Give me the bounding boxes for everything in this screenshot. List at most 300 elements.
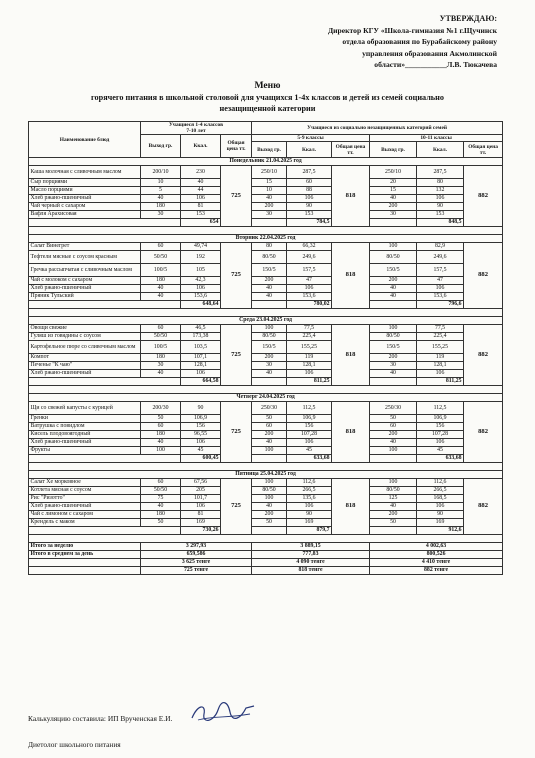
header-group-social: Учащиеся из социально незащищенных категорий семей bbox=[252, 122, 503, 135]
dish-kcal-c: 112,5 bbox=[417, 402, 464, 415]
day-sum-b: 879,7 bbox=[287, 527, 332, 535]
dish-kcal-b: 60 bbox=[287, 179, 332, 187]
dish-kcal-b: 106 bbox=[287, 370, 332, 378]
dish-kcal-a: 103,5 bbox=[181, 341, 221, 354]
day-title: Вторник 22.04.2025 год bbox=[29, 235, 503, 243]
header-dish-name: Наименование блюд bbox=[29, 122, 141, 158]
header-price-b: Общая цена тт. bbox=[332, 142, 370, 158]
day-price-a: 725 bbox=[221, 243, 252, 309]
week-total-a: 3 297,93 bbox=[141, 543, 252, 551]
subtotal-blank bbox=[252, 378, 287, 386]
dish-kcal-b: 112,6 bbox=[287, 479, 332, 487]
dish-out-c: 80/50 bbox=[370, 333, 417, 341]
dish-out-c: 200 bbox=[370, 277, 417, 285]
day-price-c: 882 bbox=[464, 166, 503, 227]
day-price-row bbox=[29, 567, 503, 575]
dish-out-a: 60 bbox=[141, 479, 181, 487]
dish-kcal-b: 119 bbox=[287, 354, 332, 362]
dish-out-a: 60 bbox=[141, 423, 181, 431]
dish-out-a: 50 bbox=[141, 519, 181, 527]
day-price-c: 882 bbox=[464, 479, 503, 535]
day-price-b: 818 bbox=[332, 325, 370, 386]
dish-row bbox=[29, 519, 503, 527]
subtotal-blank bbox=[370, 219, 417, 227]
dish-out-a: 40 bbox=[141, 370, 181, 378]
menu-subtitle-1: горячего питания в школьной столовой для учащихся 1-4х классов и детей из семей социально bbox=[91, 93, 444, 102]
dish-name: Хлеб ржано-пшеничный bbox=[29, 195, 141, 203]
dish-name: Хлеб ржано-пшеничный bbox=[29, 285, 141, 293]
dish-row bbox=[29, 479, 503, 487]
dish-kcal-a: 106 bbox=[181, 285, 221, 293]
dish-kcal-b: 225,4 bbox=[287, 333, 332, 341]
dish-kcal-c: 45 bbox=[417, 447, 464, 455]
dish-row bbox=[29, 503, 503, 511]
dish-name: Кисель плодовоягодный bbox=[29, 431, 141, 439]
dish-out-c: 250/30 bbox=[370, 402, 417, 415]
dish-row bbox=[29, 487, 503, 495]
day-title-row bbox=[29, 235, 503, 243]
subtotal-blank bbox=[370, 378, 417, 386]
dish-row bbox=[29, 447, 503, 455]
dish-name: Гренки bbox=[29, 415, 141, 423]
dish-out-a: 100 bbox=[141, 447, 181, 455]
dish-out-b: 100 bbox=[252, 495, 287, 503]
dish-name: Чай с лимоном с сахаром bbox=[29, 511, 141, 519]
day-title-row bbox=[29, 317, 503, 325]
dish-row bbox=[29, 341, 503, 354]
day-price-total-a: 725 тенге bbox=[141, 567, 252, 575]
dish-name: Ватрушка с повидлом bbox=[29, 423, 141, 431]
dish-row bbox=[29, 370, 503, 378]
dish-kcal-c: 168,5 bbox=[417, 495, 464, 503]
dish-kcal-b: 106 bbox=[287, 285, 332, 293]
dish-kcal-a: 106 bbox=[181, 370, 221, 378]
dish-kcal-b: 287,5 bbox=[287, 166, 332, 179]
dish-kcal-a: 101,7 bbox=[181, 495, 221, 503]
dish-row bbox=[29, 243, 503, 251]
dish-out-a: 40 bbox=[141, 195, 181, 203]
dish-out-b: 200 bbox=[252, 203, 287, 211]
dish-kcal-c: 169 bbox=[417, 519, 464, 527]
dish-name: Чай с молоком с сахаром bbox=[29, 277, 141, 285]
dish-name: Тефтели мясные с соусом красным bbox=[29, 251, 141, 264]
day-sum-a: 654 bbox=[181, 219, 221, 227]
header-grades-10-11: 10-11 классы bbox=[370, 135, 503, 142]
dish-name: Гречка рассыпчатая с сливочным маслом bbox=[29, 264, 141, 277]
gap-cell bbox=[29, 309, 503, 317]
dish-kcal-c: 106 bbox=[417, 503, 464, 511]
signature-scribble bbox=[188, 700, 258, 726]
dish-row bbox=[29, 431, 503, 439]
week-total-c: 4 002,63 bbox=[370, 543, 503, 551]
dish-kcal-c: 153 bbox=[417, 211, 464, 219]
dish-out-c: 200 bbox=[370, 354, 417, 362]
header-kcal-a: Ккал. bbox=[181, 135, 221, 158]
dish-kcal-a: 156 bbox=[181, 423, 221, 431]
dish-out-c: 100 bbox=[370, 479, 417, 487]
dish-out-b: 250/30 bbox=[252, 402, 287, 415]
dish-kcal-c: 119 bbox=[417, 354, 464, 362]
dish-out-c: 100 bbox=[370, 243, 417, 251]
dish-row bbox=[29, 285, 503, 293]
dish-out-a: 180 bbox=[141, 277, 181, 285]
subtotal-blank bbox=[252, 219, 287, 227]
dish-kcal-a: 230 bbox=[181, 166, 221, 179]
dish-kcal-c: 107,28 bbox=[417, 431, 464, 439]
dish-name: Котлета мясная с соусом bbox=[29, 487, 141, 495]
dish-kcal-a: 96,55 bbox=[181, 431, 221, 439]
dish-name: Компот bbox=[29, 354, 141, 362]
header-kcal-c: Ккал. bbox=[417, 142, 464, 158]
dish-row bbox=[29, 402, 503, 415]
day-price-c: 882 bbox=[464, 243, 503, 309]
day-sum-a: 600,45 bbox=[181, 455, 221, 463]
dish-out-c: 80/50 bbox=[370, 251, 417, 264]
dish-row bbox=[29, 179, 503, 187]
dish-kcal-c: 47 bbox=[417, 277, 464, 285]
dish-out-b: 100 bbox=[252, 479, 287, 487]
dish-out-c: 150/5 bbox=[370, 341, 417, 354]
dish-name: Печенье "К чаю" bbox=[29, 362, 141, 370]
day-price-a: 725 bbox=[221, 325, 252, 386]
gap-cell bbox=[29, 227, 503, 235]
dish-kcal-a: 106 bbox=[181, 439, 221, 447]
dish-row bbox=[29, 166, 503, 179]
day-title: Четверг 24.04.2025 год bbox=[29, 394, 503, 402]
dish-name: Картофельное пюре со сливочным маслом bbox=[29, 341, 141, 354]
header-kcal-b: Ккал. bbox=[287, 142, 332, 158]
day-price-a: 725 bbox=[221, 479, 252, 535]
dish-out-c: 150/5 bbox=[370, 264, 417, 277]
day-gap bbox=[29, 386, 503, 394]
dish-kcal-c: 90 bbox=[417, 203, 464, 211]
dish-kcal-b: 153,6 bbox=[287, 293, 332, 301]
dish-kcal-c: 106 bbox=[417, 439, 464, 447]
footer-calc: Калькуляцию составила: ИП Врученская Е.И. bbox=[28, 714, 173, 723]
dish-kcal-b: 169 bbox=[287, 519, 332, 527]
dish-kcal-b: 88 bbox=[287, 187, 332, 195]
dish-out-b: 150/5 bbox=[252, 341, 287, 354]
approval-line-3: управления образования Акмолинской bbox=[362, 48, 497, 58]
dish-out-c: 40 bbox=[370, 285, 417, 293]
day-price-c: 882 bbox=[464, 402, 503, 463]
subtotal-blank bbox=[29, 219, 181, 227]
dish-out-a: 5 bbox=[141, 187, 181, 195]
dish-kcal-a: 90 bbox=[181, 402, 221, 415]
dish-row bbox=[29, 203, 503, 211]
approval-line-1: Директор КГУ «Школа-гимназия №1 г.Щучинск bbox=[327, 26, 497, 36]
day-price-a: 725 bbox=[221, 402, 252, 463]
dish-row bbox=[29, 423, 503, 431]
dish-row bbox=[29, 511, 503, 519]
dish-kcal-b: 266,5 bbox=[287, 487, 332, 495]
dish-kcal-c: 132 bbox=[417, 187, 464, 195]
day-subtotal-row bbox=[29, 219, 503, 227]
dish-kcal-a: 173,38 bbox=[181, 333, 221, 341]
dish-out-c: 200 bbox=[370, 511, 417, 519]
dish-kcal-a: 106 bbox=[181, 195, 221, 203]
dish-kcal-a: 42,3 bbox=[181, 277, 221, 285]
dish-out-c: 100 bbox=[370, 325, 417, 333]
day-subtotal-row bbox=[29, 301, 503, 309]
day-sum-c: 848,5 bbox=[417, 219, 464, 227]
dish-out-c: 15 bbox=[370, 187, 417, 195]
dish-out-a: 75 bbox=[141, 495, 181, 503]
dish-kcal-b: 157,5 bbox=[287, 264, 332, 277]
dish-out-c: 250/10 bbox=[370, 166, 417, 179]
week-total-label: Итого за неделю bbox=[29, 543, 141, 551]
dish-out-b: 200 bbox=[252, 511, 287, 519]
dish-kcal-c: 157,5 bbox=[417, 264, 464, 277]
gap-cell bbox=[29, 386, 503, 394]
dish-kcal-b: 155,25 bbox=[287, 341, 332, 354]
dish-kcal-c: 287,5 bbox=[417, 166, 464, 179]
dish-row bbox=[29, 195, 503, 203]
dish-out-b: 50 bbox=[252, 519, 287, 527]
dish-kcal-b: 106 bbox=[287, 503, 332, 511]
day-gap bbox=[29, 227, 503, 235]
dish-name: Каша молочная с сливочным маслом bbox=[29, 166, 141, 179]
dish-out-b: 250/10 bbox=[252, 166, 287, 179]
dish-kcal-b: 90 bbox=[287, 203, 332, 211]
dish-out-b: 200 bbox=[252, 354, 287, 362]
dish-out-b: 30 bbox=[252, 211, 287, 219]
subtotal-blank bbox=[29, 301, 181, 309]
day-price-total-c: 882 тенге bbox=[370, 567, 503, 575]
dish-kcal-a: 67,56 bbox=[181, 479, 221, 487]
day-sum-b: 780,02 bbox=[287, 301, 332, 309]
dish-out-a: 60 bbox=[141, 325, 181, 333]
dish-out-a: 50/50 bbox=[141, 333, 181, 341]
dish-row bbox=[29, 325, 503, 333]
dish-out-a: 180 bbox=[141, 354, 181, 362]
dish-name: Масло порциями bbox=[29, 187, 141, 195]
dish-name: Пряник Тульский bbox=[29, 293, 141, 301]
dish-out-b: 100 bbox=[252, 447, 287, 455]
dish-kcal-a: 105 bbox=[181, 264, 221, 277]
dish-out-c: 50 bbox=[370, 415, 417, 423]
dish-kcal-a: 106,9 bbox=[181, 415, 221, 423]
dish-kcal-b: 66,32 bbox=[287, 243, 332, 251]
approval-block bbox=[167, 13, 497, 70]
header-price-a: Общая цена тт. bbox=[221, 135, 252, 158]
dish-out-b: 40 bbox=[252, 285, 287, 293]
day-title: Среда 23.04.2025 год bbox=[29, 317, 503, 325]
dish-out-a: 180 bbox=[141, 203, 181, 211]
dayprice-blank bbox=[29, 567, 141, 575]
money-blank bbox=[29, 559, 141, 567]
dish-name: Салат Винегрет bbox=[29, 243, 141, 251]
day-gap bbox=[29, 463, 503, 471]
subtotal-blank bbox=[370, 455, 417, 463]
dish-out-b: 200 bbox=[252, 277, 287, 285]
dish-kcal-a: 49,74 bbox=[181, 243, 221, 251]
dish-out-a: 50 bbox=[141, 415, 181, 423]
day-gap bbox=[29, 309, 503, 317]
money-total-c: 4 410 тенге bbox=[370, 559, 503, 567]
avg-total-c: 800,526 bbox=[370, 551, 503, 559]
dish-out-c: 40 bbox=[370, 195, 417, 203]
day-sum-b: 784,5 bbox=[287, 219, 332, 227]
dish-name: Крендель с маком bbox=[29, 519, 141, 527]
dish-kcal-a: 192 bbox=[181, 251, 221, 264]
header-out-c: Выход гр. bbox=[370, 142, 417, 158]
dish-kcal-b: 249,6 bbox=[287, 251, 332, 264]
dish-kcal-b: 128,1 bbox=[287, 362, 332, 370]
money-total-row bbox=[29, 559, 503, 567]
dish-kcal-c: 106 bbox=[417, 285, 464, 293]
dish-out-a: 180 bbox=[141, 511, 181, 519]
dish-out-a: 200/30 bbox=[141, 402, 181, 415]
dish-out-a: 60 bbox=[141, 243, 181, 251]
dish-out-b: 100 bbox=[252, 325, 287, 333]
gap-cell bbox=[29, 463, 503, 471]
day-sum-c: 796,6 bbox=[417, 301, 464, 309]
approval-label: УТВЕРЖДАЮ: bbox=[439, 14, 497, 23]
dish-kcal-b: 90 bbox=[287, 511, 332, 519]
dish-name: Рис "Ризотто" bbox=[29, 495, 141, 503]
day-sum-a: 664,58 bbox=[181, 378, 221, 386]
dish-out-c: 80/50 bbox=[370, 487, 417, 495]
dish-kcal-a: 45 bbox=[181, 447, 221, 455]
dish-kcal-c: 80 bbox=[417, 179, 464, 187]
dish-out-b: 80/50 bbox=[252, 487, 287, 495]
dish-out-c: 100 bbox=[370, 447, 417, 455]
dish-out-b: 40 bbox=[252, 370, 287, 378]
avg-total-b: 777,83 bbox=[252, 551, 370, 559]
dish-kcal-c: 106,9 bbox=[417, 415, 464, 423]
day-price-b: 818 bbox=[332, 166, 370, 227]
dish-out-a: 50/50 bbox=[141, 487, 181, 495]
dish-out-b: 150/5 bbox=[252, 264, 287, 277]
subtotal-blank bbox=[252, 455, 287, 463]
dish-kcal-b: 106 bbox=[287, 195, 332, 203]
day-sum-c: 811,25 bbox=[417, 378, 464, 386]
day-gap bbox=[29, 535, 503, 543]
dish-kcal-c: 128,1 bbox=[417, 362, 464, 370]
header-price-c: Общая цена тт. bbox=[464, 142, 503, 158]
dish-name: Фрукты bbox=[29, 447, 141, 455]
dish-out-c: 30 bbox=[370, 211, 417, 219]
subtotal-blank bbox=[29, 378, 181, 386]
gap-cell bbox=[29, 535, 503, 543]
dish-out-b: 40 bbox=[252, 293, 287, 301]
dish-name: Чай черный с сахаром bbox=[29, 203, 141, 211]
avg-total-row bbox=[29, 551, 503, 559]
dish-name: Сыр порциями bbox=[29, 179, 141, 187]
day-sum-a: 648,64 bbox=[181, 301, 221, 309]
dish-name: Салат Хе морковное bbox=[29, 479, 141, 487]
dish-out-b: 40 bbox=[252, 503, 287, 511]
dish-name: Овощи свежие bbox=[29, 325, 141, 333]
dish-kcal-a: 46,5 bbox=[181, 325, 221, 333]
dish-kcal-a: 107,1 bbox=[181, 354, 221, 362]
money-total-a: 3 625 тенге bbox=[141, 559, 252, 567]
header-out-a: Выход гр. bbox=[141, 135, 181, 158]
day-price-a: 725 bbox=[221, 166, 252, 227]
dish-kcal-a: 153 bbox=[181, 211, 221, 219]
subtotal-blank bbox=[252, 301, 287, 309]
day-sum-b: 811,25 bbox=[287, 378, 332, 386]
avg-total-label: Итого в среднем за день bbox=[29, 551, 141, 559]
header-out-b: Выход гр. bbox=[252, 142, 287, 158]
header-group-primary: Учащиеся 1-4 классов 7-10 лет bbox=[141, 122, 252, 135]
day-price-b: 818 bbox=[332, 243, 370, 309]
day-price-b: 818 bbox=[332, 479, 370, 535]
dish-out-b: 10 bbox=[252, 187, 287, 195]
dish-kcal-c: 112,6 bbox=[417, 479, 464, 487]
day-title-row bbox=[29, 394, 503, 402]
dish-out-a: 180 bbox=[141, 431, 181, 439]
dish-out-a: 40 bbox=[141, 293, 181, 301]
day-sum-c: 633,68 bbox=[417, 455, 464, 463]
menu-subtitle-2: незащищенной категории bbox=[219, 104, 316, 113]
dish-kcal-a: 44 bbox=[181, 187, 221, 195]
dish-kcal-c: 156 bbox=[417, 423, 464, 431]
dish-name: Щи со свежей капусты с курицей bbox=[29, 402, 141, 415]
menu-title: Меню bbox=[254, 80, 281, 91]
approval-line-4: области»___________Л.В. Тюкачева bbox=[374, 59, 497, 69]
dish-kcal-a: 40 bbox=[181, 179, 221, 187]
dish-kcal-a: 169 bbox=[181, 519, 221, 527]
subtotal-blank bbox=[252, 527, 287, 535]
dish-out-a: 10 bbox=[141, 179, 181, 187]
dish-kcal-b: 153 bbox=[287, 211, 332, 219]
dish-kcal-a: 81 bbox=[181, 511, 221, 519]
dish-out-c: 20 bbox=[370, 179, 417, 187]
approval-line-2: отдела образования по Бурабайскому району bbox=[342, 37, 497, 47]
week-total-row bbox=[29, 543, 503, 551]
dish-row bbox=[29, 362, 503, 370]
dish-kcal-b: 156 bbox=[287, 423, 332, 431]
dish-row bbox=[29, 354, 503, 362]
subtotal-blank bbox=[370, 527, 417, 535]
dish-kcal-c: 153,6 bbox=[417, 293, 464, 301]
day-sum-b: 633,68 bbox=[287, 455, 332, 463]
dish-kcal-c: 90 bbox=[417, 511, 464, 519]
dish-out-b: 200 bbox=[252, 431, 287, 439]
day-title: Понедельник 21.04.2025 год bbox=[29, 158, 503, 166]
dish-out-c: 200 bbox=[370, 203, 417, 211]
dish-kcal-c: 266,5 bbox=[417, 487, 464, 495]
day-subtotal-row bbox=[29, 527, 503, 535]
dish-name: Хлеб ржано-пшеничный bbox=[29, 370, 141, 378]
money-total-b: 4 090 тенге bbox=[252, 559, 370, 567]
dish-out-b: 60 bbox=[252, 423, 287, 431]
dish-out-b: 40 bbox=[252, 439, 287, 447]
dish-kcal-a: 128,1 bbox=[181, 362, 221, 370]
dish-name: Хлеб ржано-пшеничный bbox=[29, 503, 141, 511]
dish-kcal-c: 77,5 bbox=[417, 325, 464, 333]
dish-row bbox=[29, 211, 503, 219]
dish-out-c: 125 bbox=[370, 495, 417, 503]
dish-out-b: 80 bbox=[252, 243, 287, 251]
dish-kcal-b: 106 bbox=[287, 439, 332, 447]
day-title: Пятница 25.04.2025 год bbox=[29, 471, 503, 479]
dish-kcal-c: 225,4 bbox=[417, 333, 464, 341]
dish-kcal-b: 106,9 bbox=[287, 415, 332, 423]
dish-row bbox=[29, 187, 503, 195]
dish-row bbox=[29, 293, 503, 301]
dish-name: Гуляш из говядины с соусом bbox=[29, 333, 141, 341]
dish-kcal-b: 107,28 bbox=[287, 431, 332, 439]
dish-out-b: 40 bbox=[252, 195, 287, 203]
dish-kcal-c: 155,25 bbox=[417, 341, 464, 354]
day-price-c: 882 bbox=[464, 325, 503, 386]
dish-row bbox=[29, 251, 503, 264]
dish-out-b: 15 bbox=[252, 179, 287, 187]
dish-out-c: 40 bbox=[370, 503, 417, 511]
